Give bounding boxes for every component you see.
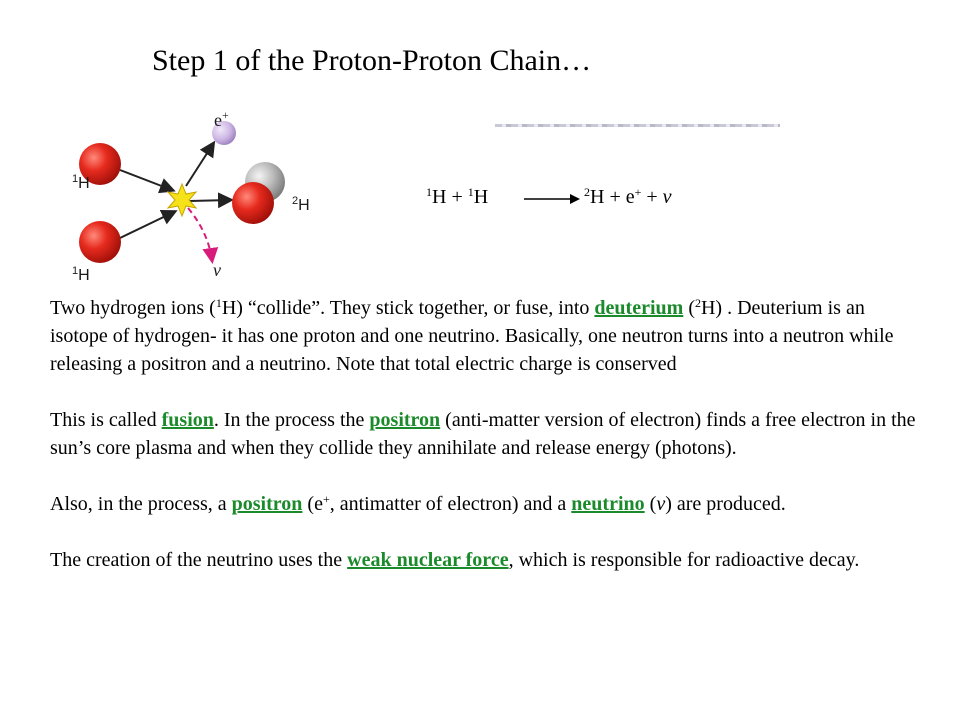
proton-bottom — [79, 221, 121, 263]
label-2h: $^2$H — [292, 195, 310, 214]
neutrino-path — [188, 208, 212, 260]
paragraph-collision: Two hydrogen ions ($^1$H) “collide”. They stick together, or fuse, into deuterium ($^2$H) . Deuterium is an isotope of hydrogen- it has one proton and one neutrino. Basically, one neutron turns into a neutron while releasing a positron and a neutrino. Note that total electric charge is conserved — [50, 296, 894, 375]
label-1h-bottom: $^1$H — [72, 265, 90, 284]
paragraph-fusion: This is called fusion. In the process the positron (anti-matter version of electron) finds a free electron in the sun’s core plasma and when they collide they annihilate and release energy (photons). — [50, 409, 916, 459]
incoming-path-top — [120, 170, 172, 190]
link-positron-2[interactable]: positron — [231, 493, 303, 515]
page-title: Step 1 of the Proton-Proton Chain… — [152, 44, 592, 77]
label-positron: e+ — [214, 108, 229, 130]
link-weak-nuclear-force[interactable]: weak nuclear force — [347, 549, 509, 571]
explanation-text — [50, 294, 920, 602]
link-fusion[interactable]: fusion — [161, 409, 214, 431]
scan-artifact — [495, 124, 780, 127]
link-positron[interactable]: positron — [369, 409, 441, 431]
equation-products: $^2$H + e+ + ν — [584, 185, 672, 208]
label-1h-top: $^1$H — [72, 173, 90, 192]
positron-path — [186, 144, 213, 186]
proton-proton-diagram — [50, 100, 350, 290]
equation-reactants: $^1$H + $^1$H — [426, 185, 489, 208]
reaction-arrow-icon — [524, 192, 580, 206]
incoming-path-bottom — [120, 212, 174, 238]
paragraph-weak-force: The creation of the neutrino uses the weak nuclear force, which is responsible for radioactive decay. — [50, 549, 860, 571]
deuterium-path — [190, 200, 230, 201]
link-deuterium[interactable]: deuterium — [594, 297, 684, 319]
paragraph-products: Also, in the process, a positron (e+, antimatter of electron) and a neutrino (ν) are produced. — [50, 492, 786, 515]
label-neutrino: ν — [213, 260, 221, 280]
deuterium-proton — [232, 182, 274, 224]
link-neutrino[interactable]: neutrino — [571, 493, 645, 515]
